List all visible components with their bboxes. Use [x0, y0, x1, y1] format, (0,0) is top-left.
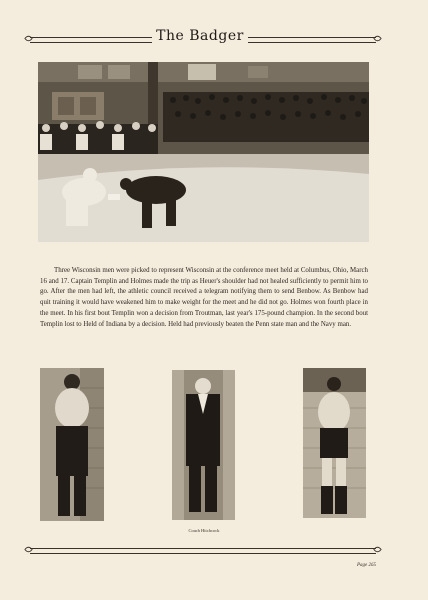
coach-portrait — [172, 370, 235, 520]
right-ornament-icon — [373, 34, 382, 43]
article-paragraph: Three Wisconsin men were picked to represent Wisconsin at the conference meet held at Columbus, Ohio, March 16 and 17. Captain Templin and Holmes made the trip as Heuer's shoulder had not healed sufficiently to permit him to go. After the men had left, the athletic council received a telegram notifying them to send Benbow. As Benbow had quit training it would have weakened him to make weight for the meet and he did not go. Holmes won fourth place in the meet. In his first bout Templin won a decision from Troutman, last year's 175-pound champion. In the second bout Templin lost to Held of Indiana by a decision. Held had previously beaten the Penn state man and the Navy man. — [40, 267, 368, 328]
wrestler-portrait-right — [303, 368, 366, 518]
header-rule-left — [30, 37, 152, 43]
page-title: The Badger — [156, 28, 244, 44]
page-number: Page 265 — [356, 563, 376, 568]
coach-caption: Coach Hitchcock — [188, 528, 220, 533]
wrestling-match-photo — [38, 62, 369, 242]
header-rule-right — [248, 37, 376, 43]
footer-right-ornament-icon — [373, 545, 382, 554]
footer-rule — [30, 548, 376, 554]
wrestler-portrait-left — [40, 368, 104, 521]
